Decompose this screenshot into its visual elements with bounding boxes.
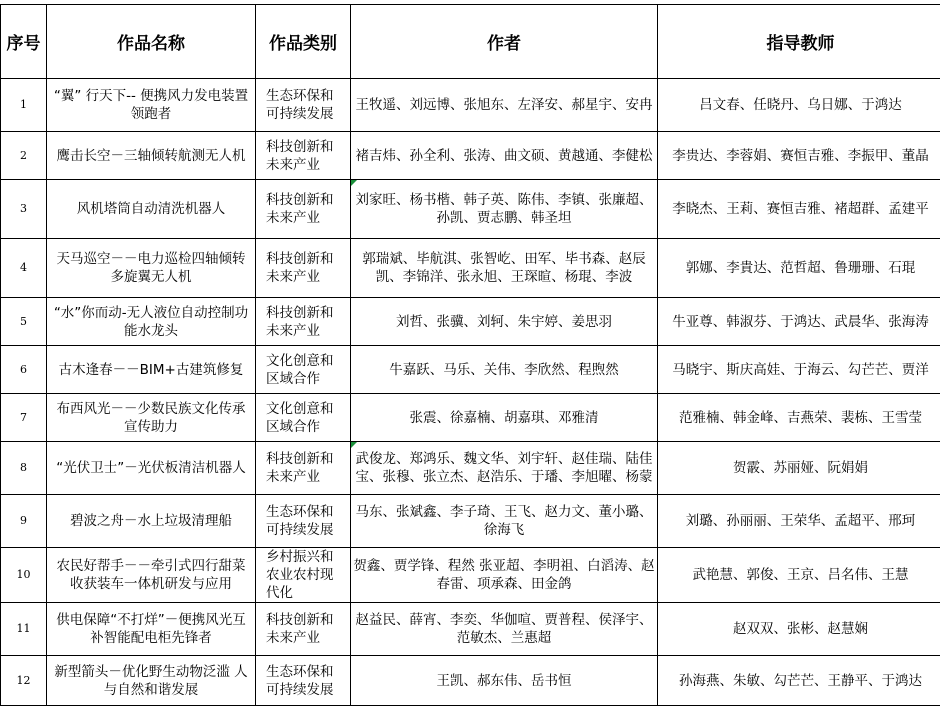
row-authors: 王凯、郝东伟、岳书恒 [351, 656, 658, 706]
row-category: 科技创新和未来产业 [256, 603, 351, 656]
row-teachers: 武艳慧、郭俊、王京、吕名伟、王慧 [658, 548, 940, 603]
row-name: 布西风光－－少数民族文化传承宣传助力 [47, 394, 256, 442]
row-category: 乡村振兴和农业农村现代化 [256, 548, 351, 603]
header-authors: 作者 [351, 5, 658, 79]
row-index: 7 [1, 394, 47, 442]
row-teachers: 马晓宇、斯庆高娃、于海云、勾芒芒、贾洋 [658, 346, 940, 394]
row-name: “水”你而动-无人液位自动控制功能水龙头 [47, 298, 256, 346]
row-teachers: 李贵达、李蓉娟、赛恒吉雅、李振甲、董晶 [658, 132, 940, 180]
row-category: 生态环保和可持续发展 [256, 79, 351, 132]
row-index: 5 [1, 298, 47, 346]
row-index: 12 [1, 656, 47, 706]
row-teachers: 刘璐、孙丽丽、王荣华、孟超平、邢珂 [658, 495, 940, 548]
row-authors: 刘家旺、杨书楷、韩子英、陈伟、李镇、张廉超、孙凯、贾志鹏、韩圣坦 [351, 180, 658, 239]
table-row [1, 346, 940, 394]
row-teachers: 范雅楠、韩金峰、吉燕荣、裴栋、王雪莹 [658, 394, 940, 442]
row-category: 科技创新和未来产业 [256, 239, 351, 298]
row-index: 10 [1, 548, 47, 603]
row-authors: 贺鑫、贾学锋、程然 张亚超、李明祖、白滔涛、赵春雷、项承森、田金鸽 [351, 548, 658, 603]
row-index: 9 [1, 495, 47, 548]
row-index: 11 [1, 603, 47, 656]
row-category: 科技创新和未来产业 [256, 180, 351, 239]
row-category: 生态环保和可持续发展 [256, 656, 351, 706]
row-teachers: 牛亚尊、韩淑芬、于鸿达、武晨华、张海涛 [658, 298, 940, 346]
row-authors: 褚吉炜、孙全利、张涛、曲文硕、黄越通、李健松 [351, 132, 658, 180]
row-category: 科技创新和未来产业 [256, 298, 351, 346]
header-row [1, 5, 940, 79]
header-name: 作品名称 [47, 5, 256, 79]
table-row [1, 298, 940, 346]
row-category: 科技创新和未来产业 [256, 132, 351, 180]
row-category: 生态环保和可持续发展 [256, 495, 351, 548]
row-index: 8 [1, 442, 47, 495]
table-row [1, 132, 940, 180]
header-category: 作品类别 [256, 5, 351, 79]
row-index: 6 [1, 346, 47, 394]
row-name: 碧波之舟－水上垃圾清理船 [47, 495, 256, 548]
row-name: “光伏卫士”－光伏板清洁机器人 [47, 442, 256, 495]
row-teachers: 贺霰、苏丽娅、阮娟娟 [658, 442, 940, 495]
row-name: 天马巡空－－电力巡检四轴倾转多旋翼无人机 [47, 239, 256, 298]
table-row [1, 239, 940, 298]
row-category: 科技创新和未来产业 [256, 442, 351, 495]
row-name: 风机塔筒自动清洗机器人 [47, 180, 256, 239]
row-teachers: 吕文春、任晓丹、乌日娜、于鸿达 [658, 79, 940, 132]
header-teachers: 指导教师 [658, 5, 940, 79]
table-row [1, 495, 940, 548]
row-name: “翼” 行天下-- 便携风力发电装置领跑者 [47, 79, 256, 132]
row-authors: 牛嘉跃、马乐、关伟、李欣然、程煦然 [351, 346, 658, 394]
header-index: 序号 [1, 5, 47, 79]
row-authors: 赵益民、薛宵、李奕、华伽喧、贾普程、侯泽宇、范敏杰、兰惠超 [351, 603, 658, 656]
row-index: 2 [1, 132, 47, 180]
row-category: 文化创意和区域合作 [256, 346, 351, 394]
row-index: 3 [1, 180, 47, 239]
table-row [1, 548, 940, 603]
table-row [1, 442, 940, 495]
table-row [1, 79, 940, 132]
row-teachers: 郭娜、李貴达、范哲超、鲁珊珊、石琨 [658, 239, 940, 298]
row-teachers: 孙海燕、朱敏、勾芒芒、王静平、于鸿达 [658, 656, 940, 706]
table-row [1, 394, 940, 442]
table-row [1, 656, 940, 706]
table-row [1, 603, 940, 656]
table-row [1, 180, 940, 239]
row-authors: 王牧遥、刘远博、张旭东、左泽安、郝星宇、安冉 [351, 79, 658, 132]
row-name: 农民好帮手－－牵引式四行甜菜收获装车一体机研发与应用 [47, 548, 256, 603]
row-index: 1 [1, 79, 47, 132]
row-authors: 武俊龙、郑鸿乐、魏文华、刘宇轩、赵佳瑞、陆佳宝、张穆、张立杰、赵浩乐、于璠、李旭曜、杨蒙 [351, 442, 658, 495]
row-authors: 张震、徐嘉楠、胡嘉琪、邓雅清 [351, 394, 658, 442]
row-index: 4 [1, 239, 47, 298]
row-name: 新型箭头－优化野生动物泛滥 人与自然和谐发展 [47, 656, 256, 706]
row-teachers: 李晓杰、王莉、赛恒吉雅、褚超群、孟建平 [658, 180, 940, 239]
row-teachers: 赵双双、张彬、赵慧娴 [658, 603, 940, 656]
row-name: 供电保障“不打烊”－便携风光互补智能配电柜先锋者 [47, 603, 256, 656]
row-authors: 郭瑞斌、毕航淇、张智屹、田军、毕书森、赵辰凯、李锦洋、张永旭、王琛暄、杨琨、李波 [351, 239, 658, 298]
row-authors: 马东、张斌鑫、李子琦、王飞、赵力文、董小璐、徐海飞 [351, 495, 658, 548]
row-name: 古木逢春－－BIM+古建筑修复 [47, 346, 256, 394]
row-name: 鹰击长空－三轴倾转航测无人机 [47, 132, 256, 180]
awards-table [0, 4, 940, 706]
row-category: 文化创意和区域合作 [256, 394, 351, 442]
row-authors: 刘哲、张骥、刘轲、朱宇婷、姜思羽 [351, 298, 658, 346]
